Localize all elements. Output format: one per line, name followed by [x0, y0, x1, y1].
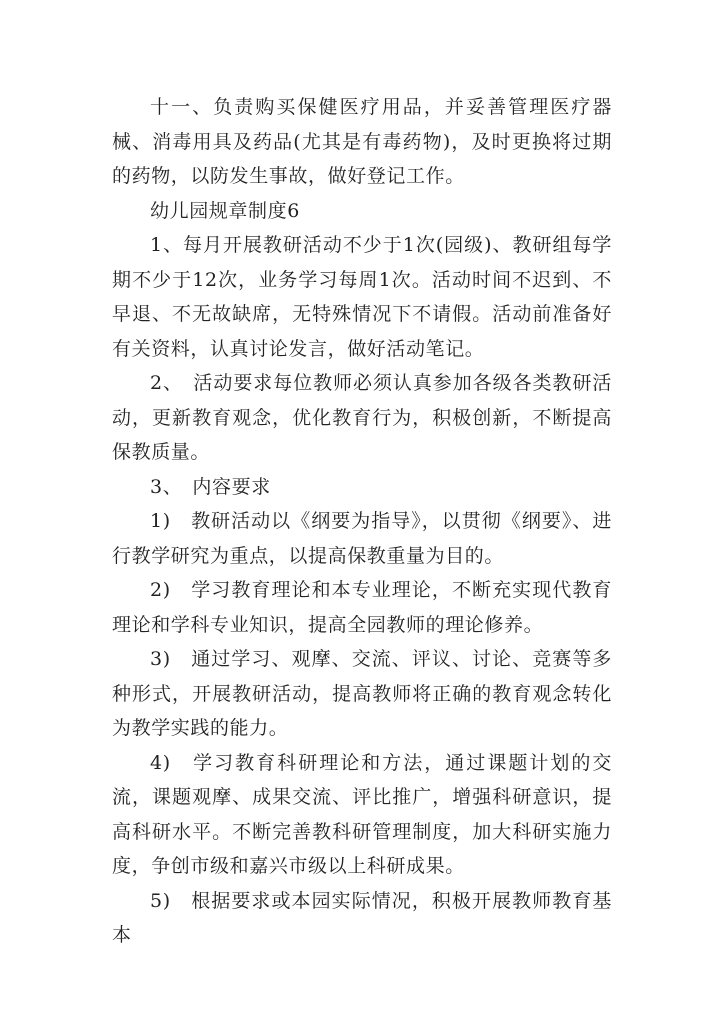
paragraph-health-supplies: 十一、负责购买保健医疗用品，并妥善管理医疗器械、消毒用具及药品(尤其是有毒药物)，及时更换将过期的药物，以防发生事故，做好登记工作。 — [112, 96, 612, 187]
paragraph-subitem-3: 3) 通过学习、观摩、交流、评议、讨论、竞赛等多种形式，开展教研活动，提高教师将正确的教育观念转化为教学实践的能力。 — [112, 648, 612, 739]
paragraph-subitem-4: 4) 学习教育科研理论和方法，通过课题计划的交流，课题观摩、成果交流、评比推广，增强科研意识，提高科研水平。不断完善教科研管理制度，加大科研实施力度，争创市级和嘉兴市级以上科研成果。 — [112, 751, 612, 877]
document-body — [112, 90, 612, 953]
paragraph-subitem-2: 2) 学习教育理论和本专业理论，不断充实现代教育理论和学科专业知识，提高全园教师的理论修养。 — [112, 579, 612, 636]
section-heading-rules-6: 幼儿园规章制度6 — [150, 199, 300, 222]
paragraph-subitem-5: 5) 根据要求或本园实际情况，积极开展教师教育基本 — [112, 889, 612, 946]
paragraph-subitem-1: 1) 教研活动以《纲要为指导》，以贯彻《纲要》、进行教学研究为重点，以提高保教重量为目的。 — [112, 510, 612, 567]
paragraph-item-3-heading: 3、 内容要求 — [150, 475, 271, 498]
paragraph-item-1: 1、每月开展教研活动不少于1次(园级)、教研组每学期不少于12次，业务学习每周1次。活动时间不迟到、不早退、不无故缺席，无特殊情况下不请假。活动前准备好有关资料，认真讨论发言，做好活动笔记。 — [112, 234, 612, 360]
paragraph-item-2: 2、 活动要求每位教师必须认真参加各级各类教研活动，更新教育观念，优化教育行为，积极创新，不断提高保教质量。 — [112, 372, 612, 463]
